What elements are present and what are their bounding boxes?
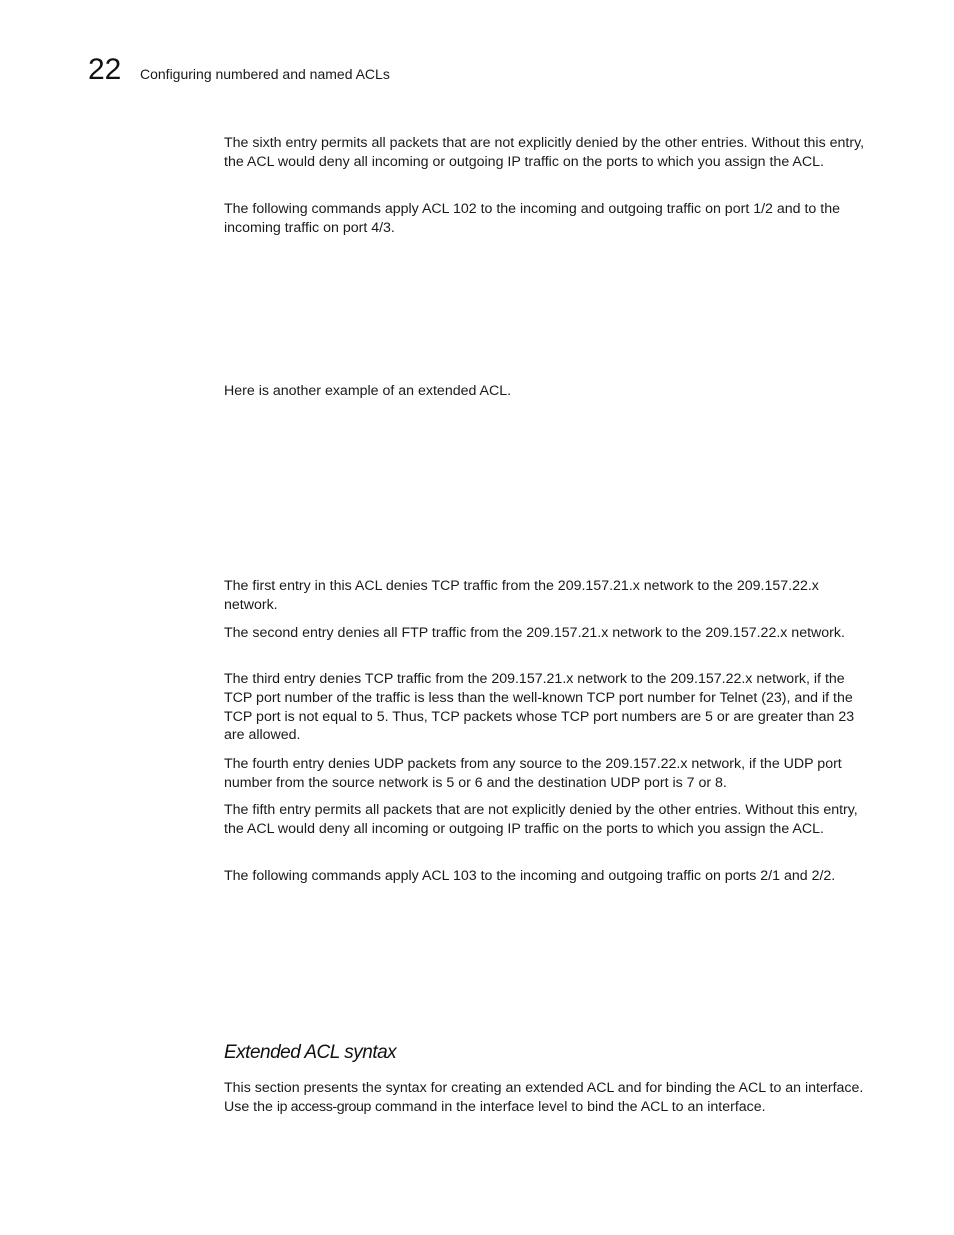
syntax-intro-text-end: command in the interface level to bind the ACL to an interface.	[371, 1098, 766, 1115]
section-heading: Extended ACL syntax	[224, 1042, 397, 1063]
paragraph-another-example: Here is another example of an extended ACL.	[224, 383, 512, 399]
chapter-title: Configuring numbered and named ACLs	[140, 66, 390, 82]
paragraph-apply-acl-102: The following commands apply ACL 102 to the incoming and outgoing traffic on port 1/2 and to the incoming traffic on port 4/3.	[224, 201, 840, 236]
chapter-number: 22	[88, 53, 122, 86]
paragraph-sixth-entry: The sixth entry permits all packets that are not explicitly denied by the other entries. Without this entry, the ACL would deny all incoming or outgoing IP traffic on the ports to which you assign the ACL.	[224, 135, 865, 170]
paragraph-second-entry: The second entry denies all FTP traffic from the 209.157.21.x network to the 209.157.22.x network.	[224, 625, 845, 641]
paragraph-fourth-entry: The fourth entry denies UDP packets from any source to the 209.157.22.x network, if the UDP port number from the source network is 5 or 6 and the destination UDP port is 7 or 8.	[224, 756, 842, 791]
command-ip-access-group: ip access-group	[276, 1098, 371, 1115]
paragraph-third-entry: The third entry denies TCP traffic from the 209.157.21.x network to the 209.157.22.x network, if the TCP port number of the traffic is less than the well-known TCP port number for Telnet (23), and if the TCP port is not equal to 5. Thus, TCP packets whose TCP port numbers are 5 or are greater than 23 are allowed.	[224, 671, 855, 744]
paragraph-syntax-intro	[224, 1079, 876, 1117]
paragraph-first-entry: The first entry in this ACL denies TCP traffic from the 209.157.21.x network to the 209.157.22.x network.	[224, 578, 819, 613]
paragraph-fifth-entry: The fifth entry permits all packets that are not explicitly denied by the other entries. Without this entry, the ACL would deny all incoming or outgoing IP traffic on the ports to which you assign the ACL.	[224, 802, 858, 837]
paragraph-apply-acl-103: The following commands apply ACL 103 to the incoming and outgoing traffic on ports 2/1 and 2/2.	[224, 868, 836, 884]
syntax-intro-text: This section presents the syntax for creating an extended ACL and for binding the ACL to an interface. Use the	[224, 1080, 864, 1115]
